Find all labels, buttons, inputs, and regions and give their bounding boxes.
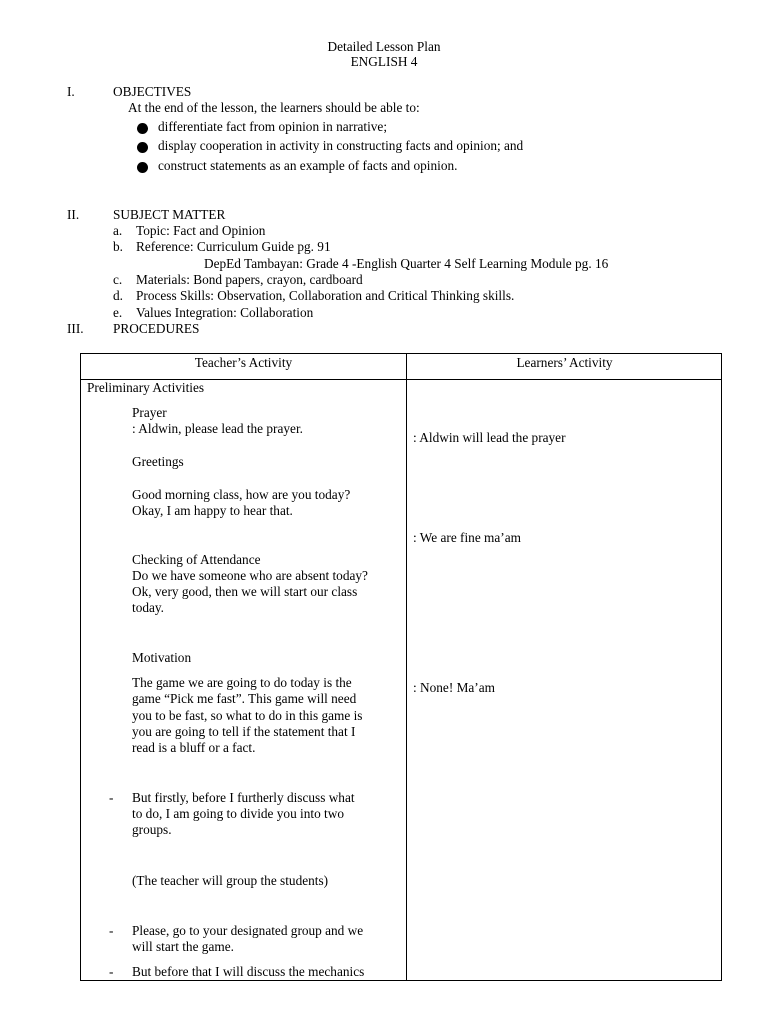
grouping-instruction: to do, I am going to divide you into two [132,806,344,821]
dash-marker: - [109,923,114,938]
attendance-text: Ok, very good, then we will start our class [132,584,358,599]
greetings-text: Okay, I am happy to hear that. [132,503,293,518]
teacher-column-header: Teacher’s Activity [194,355,293,370]
preliminary-activities-label: Preliminary Activities [87,380,205,395]
subject-values: Values Integration: Collaboration [136,305,314,320]
objective-item: differentiate fact from opinion in narrative; [158,119,388,134]
document-subject: ENGLISH 4 [350,54,418,69]
prayer-text: : Aldwin, please lead the prayer. [132,421,303,436]
list-letter: a. [113,223,123,238]
procedures-table [80,353,722,981]
objectives-intro: At the end of the lesson, the learners should be able to: [128,100,420,115]
mechanics-instruction: But before that I will discuss the mechanics [132,964,365,979]
subject-matter-numeral: II. [67,207,80,222]
grouping-instruction: But firstly, before I furtherly discuss what [132,790,355,805]
subject-matter-heading: SUBJECT MATTER [113,207,226,222]
subject-topic: Topic: Fact and Opinion [136,223,266,238]
attendance-label: Checking of Attendance [132,552,261,567]
motivation-text: read is a bluff or a fact. [132,740,256,755]
list-letter: e. [113,305,123,320]
list-letter: c. [113,272,123,287]
objective-item: display cooperation in activity in constructing facts and opinion; and [158,138,524,153]
objectives-heading: OBJECTIVES [113,84,192,99]
greetings-label: Greetings [132,454,184,469]
learner-response: : We are fine ma’am [413,530,521,545]
motivation-text: game “Pick me fast”. This game will need [132,691,357,706]
objectives-numeral: I. [67,84,75,99]
motivation-text: you are going to tell if the statement that I [132,724,356,739]
subject-process-skills: Process Skills: Observation, Collaboration and Critical Thinking skills. [136,288,515,303]
attendance-text: Do we have someone who are absent today? [132,568,368,583]
document-title: Detailed Lesson Plan [327,39,441,54]
prayer-label: Prayer [132,405,167,420]
motivation-text: The game we are going to do today is the [132,675,352,690]
list-letter: b. [113,239,123,254]
dash-marker: - [109,964,114,979]
bullet-icon [137,162,148,173]
subject-materials: Materials: Bond papers, crayon, cardboard [136,272,363,287]
subject-reference-extra: DepEd Tambayan: Grade 4 -English Quarter 4 Self Learning Module pg. 16 [204,256,609,271]
learner-response: : None! Ma’am [413,680,495,695]
learner-response: : Aldwin will lead the prayer [413,430,566,445]
list-letter: d. [113,288,123,303]
grouping-instruction: groups. [132,822,172,837]
procedures-numeral: III. [67,321,84,336]
objective-item: construct statements as an example of facts and opinion. [158,158,458,173]
greetings-text: Good morning class, how are you today? [132,487,351,502]
subject-reference: Reference: Curriculum Guide pg. 91 [136,239,331,254]
group-instruction: Please, go to your designated group and we [132,923,364,938]
column-divider [406,354,407,980]
grouping-note: (The teacher will group the students) [132,873,329,888]
motivation-label: Motivation [132,650,192,665]
dash-marker: - [109,790,114,805]
motivation-text: you to be fast, so what to do in this game is [132,708,363,723]
attendance-text: today. [132,600,165,615]
learner-column-header: Learners’ Activity [516,355,613,370]
procedures-heading: PROCEDURES [113,321,200,336]
bullet-icon [137,142,148,153]
bullet-icon [137,123,148,134]
group-instruction: will start the game. [132,939,234,954]
